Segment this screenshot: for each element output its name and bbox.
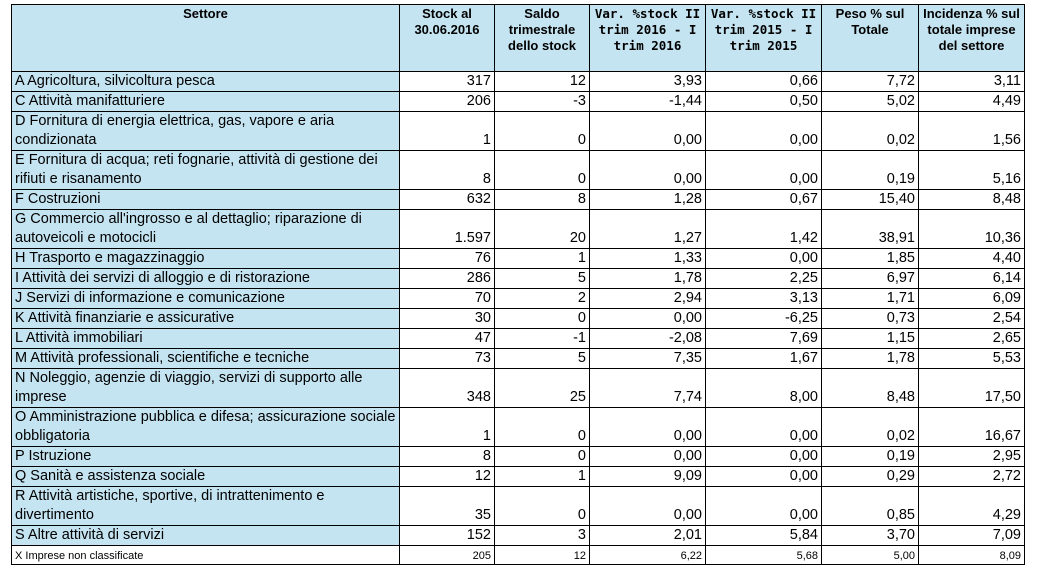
cell-var2016: 0,00 (590, 151, 706, 190)
cell-incidenza: 5,53 (919, 349, 1025, 369)
cell-incidenza: 1,56 (919, 112, 1025, 151)
table-row (12, 151, 1025, 190)
cell-var2016: 2,94 (590, 289, 706, 309)
cell-stock: 12 (400, 467, 495, 487)
cell-settore: X Imprese non classificate (12, 546, 400, 565)
cell-stock: 1.597 (400, 210, 495, 249)
cell-peso: 1,85 (822, 249, 919, 269)
cell-peso: 0,02 (822, 408, 919, 447)
cell-var2015: 2,25 (706, 269, 822, 289)
cell-incidenza: 3,11 (919, 72, 1025, 92)
cell-settore: Q Sanità e assistenza sociale (12, 467, 400, 487)
cell-settore: S Altre attività di servizi (12, 526, 400, 546)
cell-var2015: 0,00 (706, 467, 822, 487)
cell-peso: 38,91 (822, 210, 919, 249)
cell-settore: C Attività manifatturiere (12, 92, 400, 112)
cell-saldo: 20 (495, 210, 590, 249)
cell-var2016: 1,28 (590, 190, 706, 210)
cell-stock: 30 (400, 309, 495, 329)
table-row (12, 210, 1025, 249)
cell-stock: 632 (400, 190, 495, 210)
cell-stock: 317 (400, 72, 495, 92)
cell-peso: 0,73 (822, 309, 919, 329)
cell-saldo: -1 (495, 329, 590, 349)
cell-incidenza: 7,09 (919, 526, 1025, 546)
cell-saldo: 8 (495, 190, 590, 210)
cell-var2015: 0,00 (706, 487, 822, 526)
cell-var2015: 0,00 (706, 249, 822, 269)
cell-incidenza: 8,48 (919, 190, 1025, 210)
cell-settore: I Attività dei servizi di alloggio e di ristorazione (12, 269, 400, 289)
cell-saldo: 0 (495, 447, 590, 467)
cell-var2015: 0,00 (706, 112, 822, 151)
cell-peso: 0,29 (822, 467, 919, 487)
cell-var2015: 1,42 (706, 210, 822, 249)
cell-var2016: 0,00 (590, 447, 706, 467)
cell-settore: H Trasporto e magazzinaggio (12, 249, 400, 269)
cell-stock: 1 (400, 408, 495, 447)
cell-incidenza: 2,95 (919, 447, 1025, 467)
cell-peso: 1,15 (822, 329, 919, 349)
cell-stock: 1 (400, 112, 495, 151)
cell-settore: M Attività professionali, scientifiche e tecniche (12, 349, 400, 369)
cell-incidenza: 4,29 (919, 487, 1025, 526)
cell-var2016: 6,22 (590, 546, 706, 565)
cell-peso: 8,48 (822, 369, 919, 408)
table-row (12, 487, 1025, 526)
cell-settore: F Costruzioni (12, 190, 400, 210)
table-row (12, 249, 1025, 269)
cell-settore: O Amministrazione pubblica e difesa; assicurazione sociale obbligatoria (12, 408, 400, 447)
cell-saldo: 1 (495, 467, 590, 487)
cell-saldo: 0 (495, 487, 590, 526)
cell-var2015: 0,50 (706, 92, 822, 112)
cell-var2015: 0,66 (706, 72, 822, 92)
cell-incidenza: 4,49 (919, 92, 1025, 112)
cell-incidenza: 2,65 (919, 329, 1025, 349)
cell-stock: 152 (400, 526, 495, 546)
cell-var2016: 3,93 (590, 72, 706, 92)
cell-var2015: 8,00 (706, 369, 822, 408)
cell-peso: 5,02 (822, 92, 919, 112)
cell-var2015: 0,67 (706, 190, 822, 210)
cell-saldo: 0 (495, 151, 590, 190)
cell-incidenza: 5,16 (919, 151, 1025, 190)
cell-peso: 0,19 (822, 151, 919, 190)
cell-stock: 8 (400, 447, 495, 467)
cell-var2016: 1,27 (590, 210, 706, 249)
sector-table (11, 4, 1025, 565)
cell-stock: 348 (400, 369, 495, 408)
cell-var2015: 0,00 (706, 151, 822, 190)
table-row (12, 467, 1025, 487)
header-saldo: Saldo trimestrale dello stock (495, 5, 590, 72)
cell-stock: 70 (400, 289, 495, 309)
cell-var2015: 7,69 (706, 329, 822, 349)
table-row (12, 289, 1025, 309)
cell-var2016: 0,00 (590, 487, 706, 526)
cell-settore: D Fornitura di energia elettrica, gas, vapore e aria condizionata (12, 112, 400, 151)
cell-settore: L Attività immobiliari (12, 329, 400, 349)
cell-settore: E Fornitura di acqua; reti fognarie, attività di gestione dei rifiuti e risanamento (12, 151, 400, 190)
cell-var2015: 0,00 (706, 447, 822, 467)
cell-saldo: 5 (495, 349, 590, 369)
cell-settore: K Attività finanziarie e assicurative (12, 309, 400, 329)
cell-settore: N Noleggio, agenzie di viaggio, servizi di supporto alle imprese (12, 369, 400, 408)
header-row (12, 5, 1025, 72)
cell-peso: 1,78 (822, 349, 919, 369)
cell-stock: 286 (400, 269, 495, 289)
cell-peso: 0,19 (822, 447, 919, 467)
table-row (12, 269, 1025, 289)
cell-var2015: 5,68 (706, 546, 822, 565)
cell-peso: 3,70 (822, 526, 919, 546)
table-row (12, 526, 1025, 546)
cell-settore: A Agricoltura, silvicoltura pesca (12, 72, 400, 92)
cell-var2016: 0,00 (590, 112, 706, 151)
cell-saldo: 25 (495, 369, 590, 408)
cell-peso: 6,97 (822, 269, 919, 289)
cell-incidenza: 4,40 (919, 249, 1025, 269)
cell-stock: 8 (400, 151, 495, 190)
cell-saldo: 1 (495, 249, 590, 269)
cell-var2016: -1,44 (590, 92, 706, 112)
header-settore: Settore (12, 5, 400, 72)
cell-saldo: 0 (495, 309, 590, 329)
cell-stock: 205 (400, 546, 495, 565)
cell-var2016: 2,01 (590, 526, 706, 546)
cell-peso: 0,85 (822, 487, 919, 526)
cell-var2016: 0,00 (590, 408, 706, 447)
cell-var2015: -6,25 (706, 309, 822, 329)
cell-peso: 1,71 (822, 289, 919, 309)
table-row (12, 447, 1025, 467)
cell-var2016: 1,33 (590, 249, 706, 269)
cell-var2016: 0,00 (590, 309, 706, 329)
table-row (12, 408, 1025, 447)
cell-var2015: 5,84 (706, 526, 822, 546)
cell-saldo: -3 (495, 92, 590, 112)
cell-var2015: 3,13 (706, 289, 822, 309)
cell-saldo: 12 (495, 546, 590, 565)
cell-var2016: 7,74 (590, 369, 706, 408)
cell-saldo: 0 (495, 408, 590, 447)
cell-var2016: 9,09 (590, 467, 706, 487)
table-row (12, 309, 1025, 329)
header-incidenza: Incidenza % sul totale imprese del settore (919, 5, 1025, 72)
cell-incidenza: 2,54 (919, 309, 1025, 329)
header-var-2015: Var. %stock II trim 2015 - I trim 2015 (706, 5, 822, 72)
cell-stock: 206 (400, 92, 495, 112)
header-peso: Peso % sul Totale (822, 5, 919, 72)
cell-stock: 76 (400, 249, 495, 269)
cell-stock: 35 (400, 487, 495, 526)
table-row (12, 72, 1025, 92)
cell-settore: J Servizi di informazione e comunicazione (12, 289, 400, 309)
cell-peso: 15,40 (822, 190, 919, 210)
cell-stock: 73 (400, 349, 495, 369)
cell-var2015: 0,00 (706, 408, 822, 447)
cell-peso: 0,02 (822, 112, 919, 151)
table-row (12, 546, 1025, 565)
cell-incidenza: 8,09 (919, 546, 1025, 565)
cell-peso: 5,00 (822, 546, 919, 565)
cell-saldo: 0 (495, 112, 590, 151)
cell-incidenza: 10,36 (919, 210, 1025, 249)
cell-stock: 47 (400, 329, 495, 349)
cell-saldo: 2 (495, 289, 590, 309)
cell-var2015: 1,67 (706, 349, 822, 369)
cell-var2016: -2,08 (590, 329, 706, 349)
table-row (12, 369, 1025, 408)
cell-var2016: 1,78 (590, 269, 706, 289)
cell-saldo: 3 (495, 526, 590, 546)
cell-incidenza: 2,72 (919, 467, 1025, 487)
cell-incidenza: 6,09 (919, 289, 1025, 309)
table-row (12, 190, 1025, 210)
table-row (12, 349, 1025, 369)
header-var-2016: Var. %stock II trim 2016 - I trim 2016 (590, 5, 706, 72)
cell-settore: R Attività artistiche, sportive, di intrattenimento e divertimento (12, 487, 400, 526)
cell-settore: P Istruzione (12, 447, 400, 467)
header-stock: Stock al 30.06.2016 (400, 5, 495, 72)
cell-peso: 7,72 (822, 72, 919, 92)
table-row (12, 329, 1025, 349)
cell-incidenza: 16,67 (919, 408, 1025, 447)
cell-incidenza: 17,50 (919, 369, 1025, 408)
cell-incidenza: 6,14 (919, 269, 1025, 289)
table-row (12, 92, 1025, 112)
cell-saldo: 12 (495, 72, 590, 92)
cell-saldo: 5 (495, 269, 590, 289)
cell-settore: G Commercio all'ingrosso e al dettaglio; riparazione di autoveicoli e motocicli (12, 210, 400, 249)
cell-var2016: 7,35 (590, 349, 706, 369)
table-body (12, 72, 1025, 565)
table-row (12, 112, 1025, 151)
